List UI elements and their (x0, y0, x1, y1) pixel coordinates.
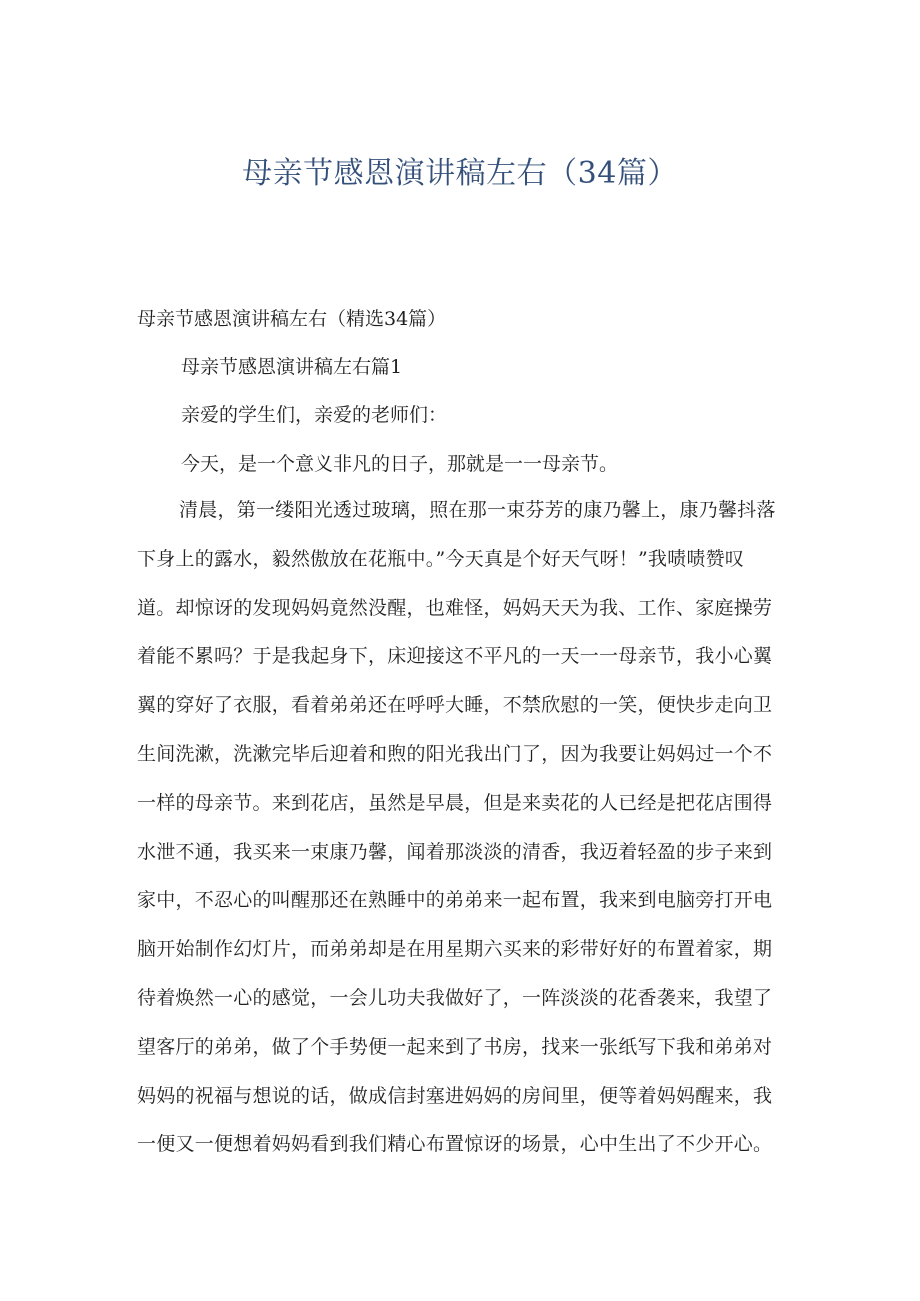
paragraph-line: 翼的穿好了衣服，看着弟弟还在呼呼大睡，不禁欣慰的一笑，便快步走向卫 (137, 694, 773, 717)
paragraph-line: 妈妈的祝福与想说的话，做成信封塞进妈妈的房间里，便等着妈妈醒来，我 (137, 1084, 773, 1107)
greeting-line: 亲爱的学生们，亲爱的老师们： (181, 404, 448, 426)
paragraph-line: 脑开始制作幻灯片，而弟弟却是在用星期六买来的彩带好好的布置着家，期 (137, 938, 773, 961)
paragraph-line: 一样的母亲节。来到花店，虽然是早晨，但是来卖花的人已经是把花店围得 (137, 791, 773, 814)
document-title: 母亲节感恩演讲稿左右（34篇） (242, 156, 678, 191)
paragraph-line: 着能不累吗？于是我起身下，床迎接这不平凡的一天一一母亲节，我小心翼 (137, 645, 773, 668)
paragraph-line: 家中，不忍心的叫醒那还在熟睡中的弟弟来一起布置，我来到电脑旁打开电 (137, 889, 773, 912)
document-subtitle: 母亲节感恩演讲稿左右（精选34篇） (137, 308, 447, 330)
paragraph-line: 一便又一便想着妈妈看到我们精心布置惊讶的场景，心中生出了不少开心。 (137, 1133, 773, 1156)
paragraph-line: 生间洗漱，洗漱完毕后迎着和煦的阳光我出门了，因为我要让妈妈过一个不 (137, 742, 773, 765)
body-paragraph (137, 497, 817, 1180)
paragraph-line: 水泄不通，我买来一束康乃馨，闻着那淡淡的清香，我迈着轻盈的步子来到 (137, 840, 773, 863)
section-heading: 母亲节感恩演讲稿左右篇1 (181, 356, 403, 378)
intro-line: 今天，是一个意义非凡的日子，那就是一一母亲节。 (181, 453, 619, 475)
paragraph-line: 清晨，第一缕阳光透过玻璃，照在那一束芬芳的康乃馨上，康乃馨抖落 (179, 499, 776, 521)
paragraph-line: 道。却惊讶的发现妈妈竟然没醒，也难怪，妈妈天天为我、工作、家庭操劳 (137, 596, 773, 619)
paragraph-line: 望客厅的弟弟，做了个手势便一起来到了书房，找来一张纸写下我和弟弟对 (137, 1035, 773, 1058)
paragraph-line: 待着焕然一心的感觉，一会儿功夫我做好了，一阵淡淡的花香袭来，我望了 (137, 986, 773, 1009)
paragraph-line: 下身上的露水，毅然傲放在花瓶中。”今天真是个好天气呀！”我啧啧赞叹 (137, 547, 745, 570)
